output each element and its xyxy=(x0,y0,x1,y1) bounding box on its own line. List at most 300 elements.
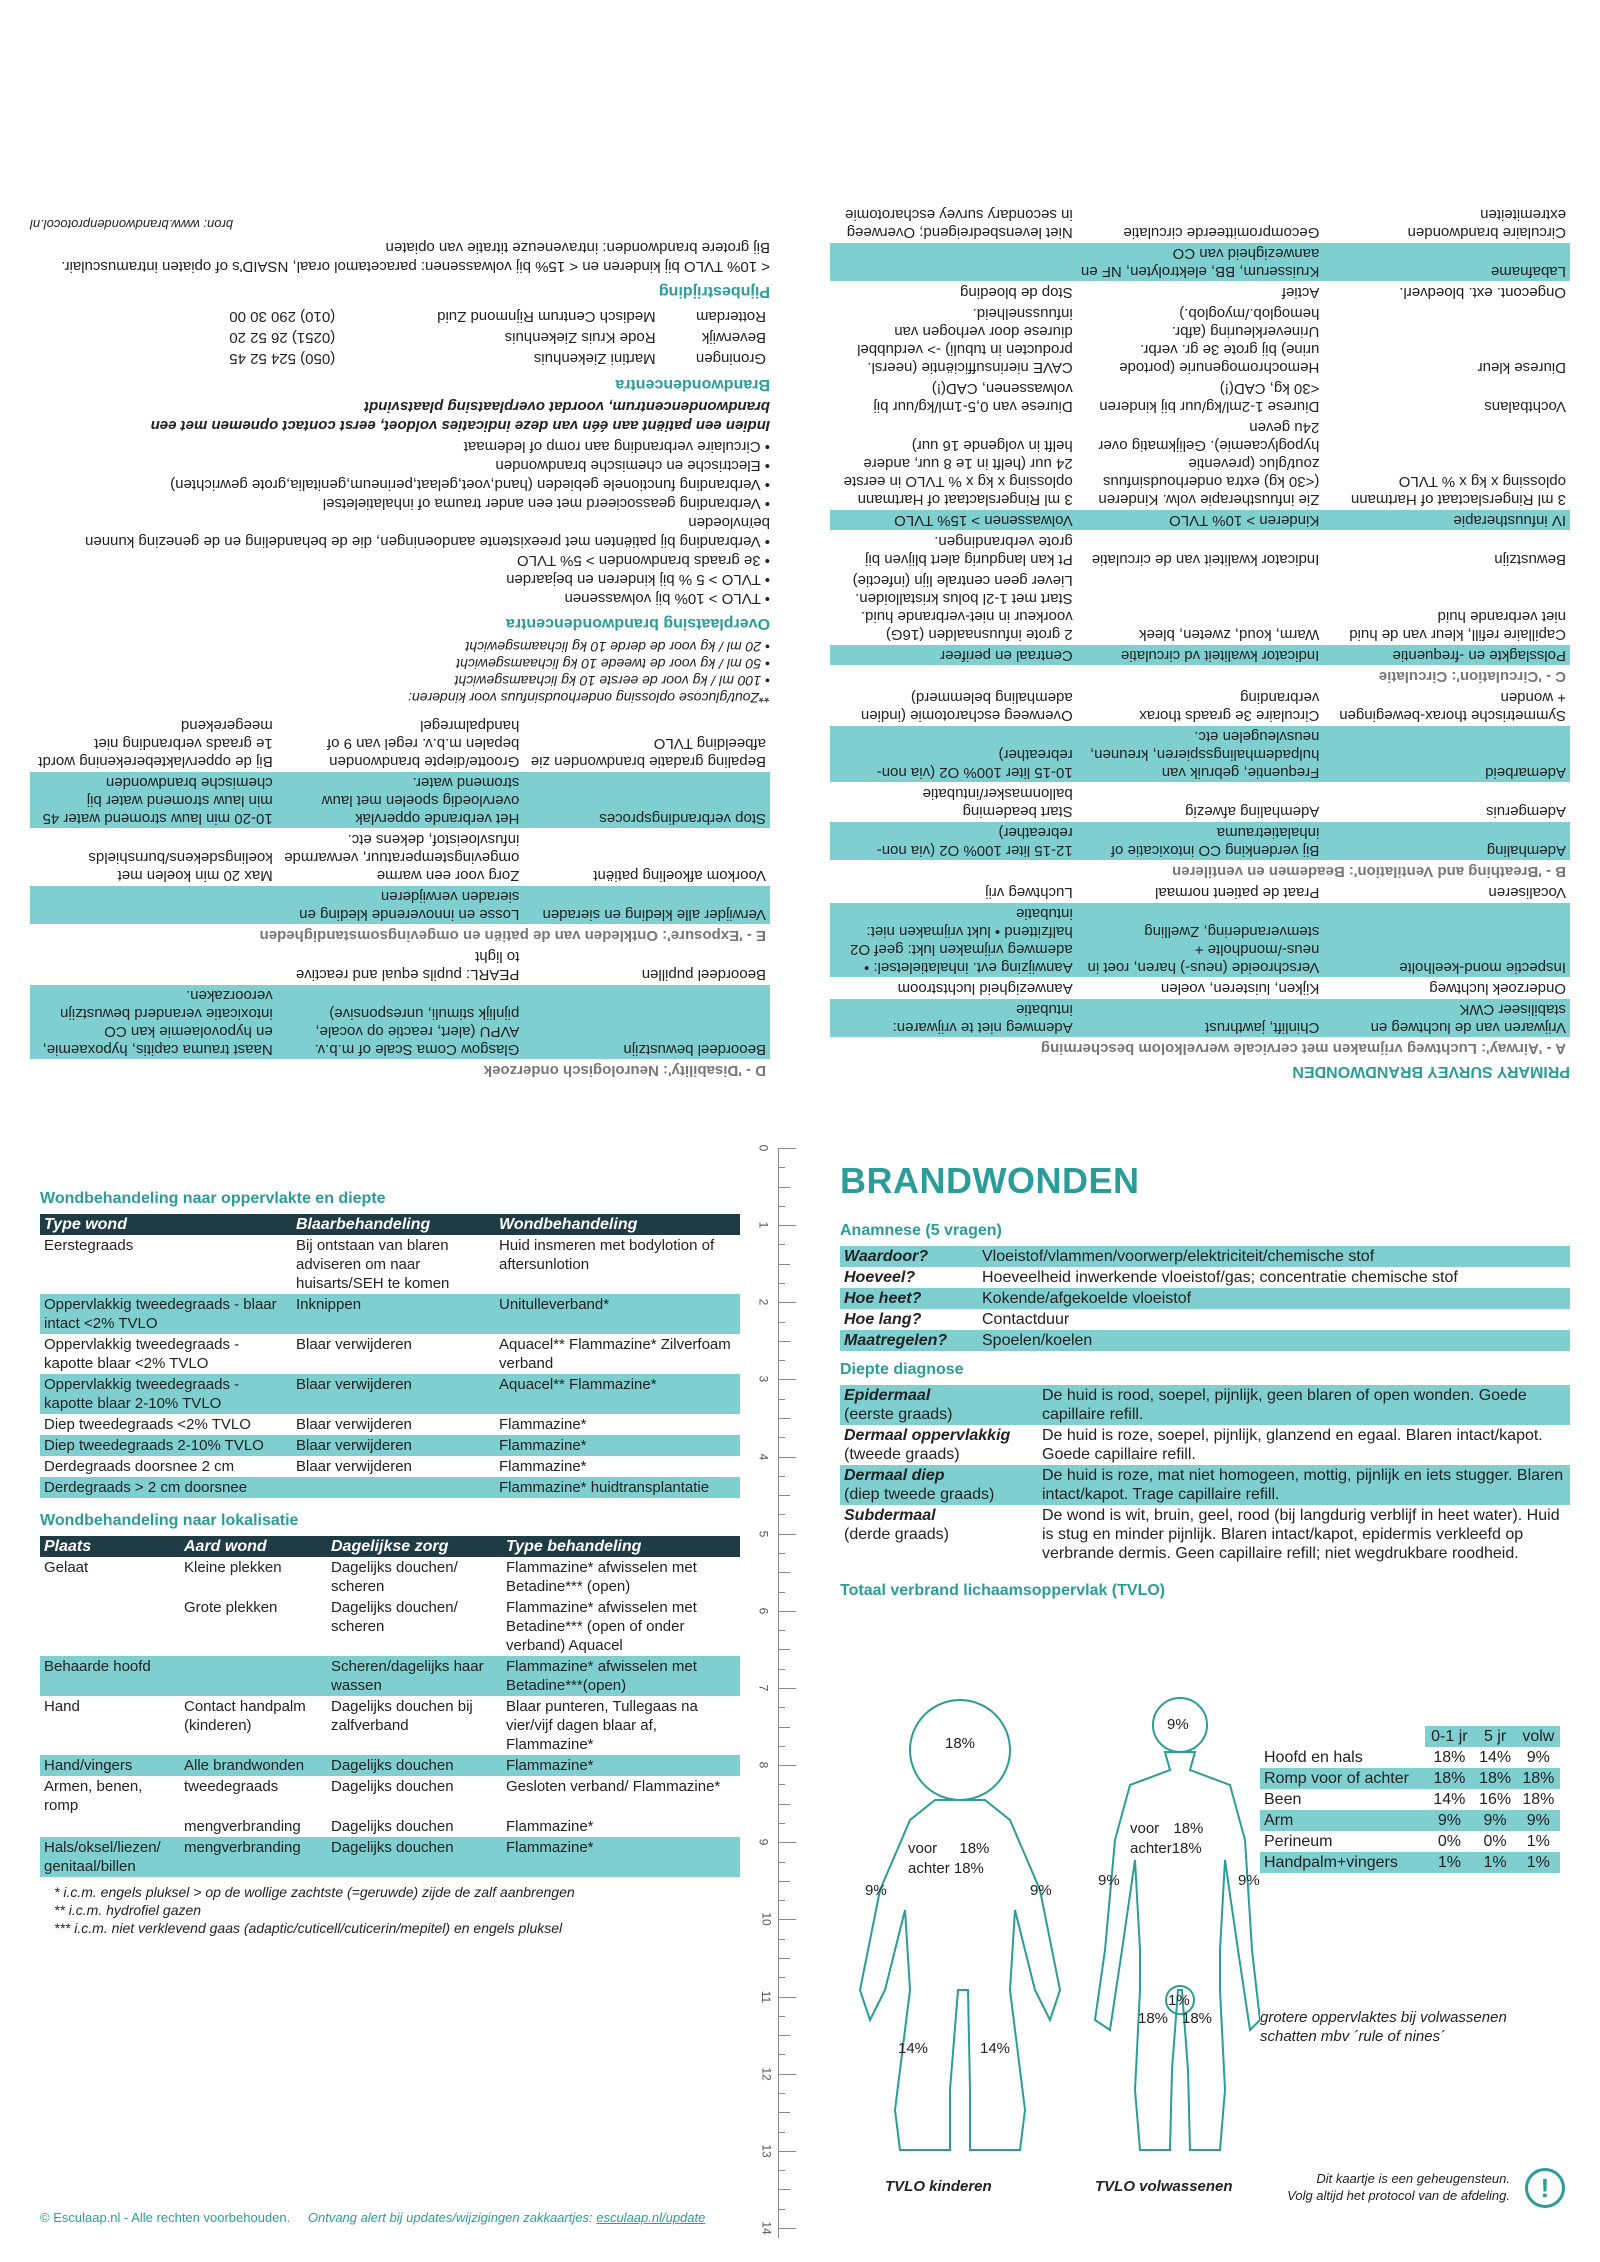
update-link[interactable]: esculaap.nl/update xyxy=(596,2210,706,2225)
footnote-line: *** i.c.m. niet verklevend gaas (adaptic/cuticell/cuticerin/mepitel) en engels pluksel xyxy=(54,1920,563,1936)
survey-cell: Verschroeide (neus-) haren, roet in neus-/mondholte + stemverandering, Zwelling xyxy=(1077,903,1324,978)
disclaimer-1: Dit kaartje is een geheugensteun. xyxy=(1316,2171,1510,2186)
tvlo-header: 5 jr xyxy=(1473,1726,1516,1747)
section-header xyxy=(830,666,1570,687)
anamnese-row xyxy=(840,1246,1570,1267)
adult-achter-pct: 18% xyxy=(1171,1840,1202,1857)
exclamation-glyph: ! xyxy=(1540,2173,1550,2203)
ruler-tick xyxy=(778,2093,785,2094)
table-row xyxy=(40,1837,740,1877)
primary-survey-title: PRIMARY SURVEY BRANDWONDEN xyxy=(1292,1063,1570,1080)
section-header-text: D - 'Disability': Neurologisch onderzoek xyxy=(30,1060,770,1081)
ruler-number: 8 xyxy=(756,1761,771,1769)
survey-row xyxy=(830,903,1570,978)
table-cell: Dagelijks douchen xyxy=(327,1837,502,1877)
survey-cell: Indicator kwaliteit van de circulatie xyxy=(1077,531,1324,570)
table-cell: Flammazine* xyxy=(495,1435,740,1456)
cm-ruler xyxy=(756,1144,800,2238)
survey-cell: Gecompromitteerde circulatie xyxy=(1077,204,1324,243)
table-row xyxy=(40,1696,740,1755)
diepte-key-cell xyxy=(840,1465,1038,1505)
survey-cell: Kinderen > 10% TVLO xyxy=(1077,510,1324,531)
rule-of-nines-note: grotere oppervlaktes bij volwassenen schatten mbv ´rule of nines´ xyxy=(1260,2009,1507,2045)
ruler-tick xyxy=(778,1495,790,1496)
survey-cell: Capillaire refill, kleur van de huid niet verbrande huid xyxy=(1323,570,1570,645)
survey-cell: Vrijwaren van de luchtweg en stabiliseer CWK xyxy=(1323,999,1570,1038)
table-row xyxy=(40,1456,740,1477)
survey-cell: Inspectie mond-keelholte xyxy=(1323,903,1570,978)
ruler-number: 13 xyxy=(759,2144,774,2158)
overplaatsing-item: • Electrische en chemische brandwonden xyxy=(495,457,770,474)
survey-cell: Kruisserum, BB, elektrolyten, NF en aanwezigheid van CO xyxy=(1077,243,1324,282)
anamnese-key: Hoe heet? xyxy=(840,1288,978,1309)
diepte-value: De huid is roze, soepel, pijnlijk, glanzend en egaal. Blaren intact/kapot. Goede capillaire refill. xyxy=(1042,1427,1543,1463)
table-cell: Dagelijks douchen bij zalfverband xyxy=(331,1698,473,1734)
tvlo-cell: 14% xyxy=(1433,1791,1466,1808)
table-cell: Flammazine* afwisselen met Betadine*** (open) xyxy=(506,1559,697,1595)
ruler-tick xyxy=(778,1997,796,1998)
ruler-tick xyxy=(778,1842,796,1843)
survey-row xyxy=(830,978,1570,999)
survey-cell: Vochtbalans xyxy=(1323,378,1570,417)
table-cell: Dagelijks douchen/ scheren xyxy=(331,1599,458,1635)
survey-row xyxy=(830,303,1570,378)
tvlo-header xyxy=(1260,1726,1425,1747)
child-voor-pct: 18% xyxy=(959,1840,990,1857)
table-cell: Dagelijks douchen xyxy=(331,1778,454,1795)
anamnese-row xyxy=(840,1330,1570,1351)
note-line: • 20 ml / kg voor de derde 10 kg lichaamsgewicht xyxy=(465,639,770,655)
table-cell: Aquacel** Flammazine* xyxy=(495,1374,740,1414)
survey-cell: Indicator kwaliteit vd circulatie xyxy=(1077,645,1324,666)
survey-row xyxy=(30,985,770,1060)
ruler-number: 5 xyxy=(756,1530,771,1538)
footnote-line: * i.c.m. engels pluksel > op de wollige zachtste (=geruwde) zijde de zalf aanbrengen xyxy=(54,1884,575,1900)
pijn-title: Pijnbestrijding xyxy=(658,283,770,300)
survey-cell: Chinlift, jawthrust xyxy=(1077,999,1324,1038)
table-cell: Armen, benen, romp xyxy=(44,1778,143,1814)
table-cell: Flammazine* xyxy=(499,1416,587,1433)
table-row xyxy=(40,1755,740,1776)
tvlo-cell: 9% xyxy=(1425,1810,1473,1831)
ruler-tick xyxy=(778,2112,790,2113)
ruler-tick xyxy=(778,1244,785,1245)
survey-cell: Symmetrische thorax-bewegingen + wonden xyxy=(1323,687,1570,726)
survey-cell: Zorg voor een warme omgevingstemperatuur, verwarmde infusvloeistof, dekens etc. xyxy=(277,829,524,886)
table-row xyxy=(40,1597,740,1656)
overplaatsing-note: Indien een patiënt aan één van deze indicaties voldoet, eerst contact opnemen met een brandwondencentrum, voordat overplaatsing plaatsvindt xyxy=(150,398,770,434)
survey-cell: Aanwezigheid luchtstroom xyxy=(830,978,1077,999)
diepte-row xyxy=(840,1425,1570,1465)
centrum-row xyxy=(178,327,770,348)
diepte-sub: (tweede graads) xyxy=(844,1446,960,1463)
survey-row xyxy=(830,204,1570,243)
ruler-number: 9 xyxy=(756,1838,771,1846)
tvlo-header: 0-1 jr xyxy=(1425,1726,1473,1747)
survey-cell: 12-15 liter 100% O2 (via non-rebreather) xyxy=(830,822,1077,861)
survey-cell xyxy=(30,946,277,985)
survey-row xyxy=(830,999,1570,1038)
survey-cell: Ademhaling xyxy=(1323,822,1570,861)
table-row xyxy=(40,1776,740,1816)
table-cell: Hand/vingers xyxy=(40,1755,180,1776)
survey-cell: Actief xyxy=(1077,282,1324,303)
anamnese-value: Spoelen/koelen xyxy=(978,1330,1570,1351)
ruler-number: 1 xyxy=(756,1221,771,1229)
anamnese-row xyxy=(840,1267,1570,1288)
anamnese-key: Hoeveel? xyxy=(844,1269,916,1286)
child-achter-pct: 18% xyxy=(953,1860,984,1877)
table-cell xyxy=(40,1816,180,1837)
survey-cell: CAVE nierinsufficiëntie (neersl. producten in tubuli) -> verdubbel diurese door verhogen van infuussnelheid. xyxy=(830,303,1077,378)
footnotes xyxy=(40,1883,740,1937)
ruler-tick xyxy=(778,2151,796,2152)
survey-cell: Ademgeruis xyxy=(1323,783,1570,822)
ruler-tick xyxy=(778,1727,790,1728)
child-leg-r-pct: 14% xyxy=(980,2040,1011,2057)
table-cell: Kleine plekken xyxy=(184,1559,282,1576)
ruler-tick xyxy=(778,1437,785,1438)
survey-row xyxy=(830,531,1570,570)
diepte-sub: (derde graads) xyxy=(844,1526,949,1543)
centrum-row xyxy=(178,306,770,327)
ruler-tick xyxy=(778,1360,785,1361)
survey-cell: Diurese 1-2ml/kg/uur bij kinderen <30 kg, CAD(!) xyxy=(1077,378,1324,417)
survey-cell: Labafname xyxy=(1323,243,1570,282)
table-row xyxy=(40,1294,740,1334)
survey-cell: Max 20 min koelen met koelingsdekens/burnshields xyxy=(30,829,277,886)
ruler-tick xyxy=(778,1881,790,1882)
tvlo-cell: 18% xyxy=(1517,1768,1560,1789)
table-cell: Dagelijks douchen xyxy=(327,1755,502,1776)
survey-row xyxy=(830,687,1570,726)
ruler-tick xyxy=(778,1688,796,1689)
table-cell xyxy=(40,1597,180,1656)
wondbehandeling-panel xyxy=(40,1190,740,2250)
child-achter: achter xyxy=(908,1860,950,1877)
tvlo-row xyxy=(1260,1768,1560,1789)
survey-row xyxy=(830,378,1570,417)
survey-cell: Volwassenen > 15% TVLO xyxy=(830,510,1077,531)
child-leg-l-pct: 14% xyxy=(898,2040,929,2057)
alert-text: Ontvang alert bij updates/wijzigingen zakkaartjes: xyxy=(307,2210,593,2225)
ruler-tick xyxy=(778,2189,790,2190)
survey-cell: Losse en innoverende kleding en sieraden verwijderen xyxy=(277,886,524,925)
tvlo-header: volw xyxy=(1517,1726,1560,1747)
centrum-city: Groningen xyxy=(695,350,766,367)
table-cell: Diep tweedegraads 2-10% TVLO xyxy=(40,1435,292,1456)
section-header xyxy=(830,861,1570,882)
tvlo-title: Totaal verbrand lichaamsoppervlak (TVLO) xyxy=(840,1582,1166,1599)
tvlo-cell: Arm xyxy=(1260,1810,1425,1831)
diepte-key: Epidermaal xyxy=(844,1387,931,1404)
table-cell: Grote plekken xyxy=(184,1599,278,1616)
survey-cell: Bij verdenking CO intoxicatie of inhalatietrauma xyxy=(1077,822,1324,861)
survey-row xyxy=(830,243,1570,282)
ruler-tick xyxy=(778,1765,796,1766)
ruler-tick xyxy=(778,2132,785,2133)
survey-row xyxy=(830,282,1570,303)
overplaatsing-item: • Verbranding functionele gebieden (hand,voet,gelaat,perineum,genitalia,grote gewrichten) xyxy=(170,476,770,493)
diepte-key: Dermaal oppervlakkig xyxy=(844,1427,1011,1444)
ruler-tick xyxy=(778,2054,785,2055)
diepte-row xyxy=(840,1385,1570,1425)
adult-achter: achter xyxy=(1130,1840,1172,1857)
child-head-pct: 18% xyxy=(945,1735,976,1752)
survey-cell: Start beademing ballonmasker/intubatie xyxy=(830,783,1077,822)
centrum-city: Beverwijk xyxy=(701,329,766,346)
table-cell: Dagelijks douchen xyxy=(331,1818,454,1835)
table-cell xyxy=(180,1656,327,1696)
ruler-tick xyxy=(778,1958,790,1959)
table-cell: mengverbranding xyxy=(180,1837,327,1877)
wondbehandeling-lokalisatie-table xyxy=(40,1536,740,1877)
ruler-tick xyxy=(778,1707,785,1708)
tvlo-volwassenen-label: TVLO volwassenen xyxy=(1095,2178,1233,2195)
table-cell: Hand xyxy=(44,1698,80,1715)
ruler-number: 11 xyxy=(759,1990,774,2003)
tvlo-cell: 0% xyxy=(1437,1833,1461,1850)
table-cell: Dagelijks douchen/ scheren xyxy=(331,1559,458,1595)
column-header: Wondbehandeling xyxy=(495,1214,740,1235)
disclaimer-2: Volg altijd het protocol van de afdeling. xyxy=(1287,2188,1510,2203)
ruler-tick xyxy=(778,2170,785,2171)
survey-cell: Frequentie, gebruik van hulpademhalingsspieren, kreunen, neusvleugelen etc. xyxy=(1077,726,1324,783)
survey-cell: Beoordeel pupillen xyxy=(523,946,770,985)
survey-cell: Stop de bloeding xyxy=(830,282,1077,303)
table-cell: Oppervlakkig tweedegraads - kapotte blaar 2-10% TVLO xyxy=(40,1374,292,1414)
survey-cell: Zie infuustherapie volw. Kinderen (<30 kg) extra onderhoudsinfuus zout/gluc (preventie hypoglycaemie). Gelijkmatig over 24u geven xyxy=(1077,417,1324,510)
table-cell: Unitulleverband* xyxy=(495,1294,740,1334)
t2-title: Wondbehandeling naar lokalisatie xyxy=(40,1512,299,1529)
ruler-tick xyxy=(778,1534,796,1535)
tvlo-cell: 9% xyxy=(1526,1749,1550,1766)
table-row xyxy=(40,1816,740,1837)
ruler-tick xyxy=(778,1804,790,1805)
column-header: Dagelijkse zorg xyxy=(327,1536,502,1557)
table-cell: Hals/oksel/liezen/ genitaal/billen xyxy=(40,1837,180,1877)
anamnese-key: Waardoor? xyxy=(840,1246,978,1267)
adult-body-shape xyxy=(1095,1752,1260,2150)
ruler-tick xyxy=(778,1187,790,1188)
overplaatsing-item: • Verbranding geassocieerd met een ander trauma of inhalatieletsel xyxy=(322,495,770,512)
disability-exposure-panel xyxy=(30,20,770,1080)
table-cell: Oppervlakkig tweedegraads - kapotte blaar <2% TVLO xyxy=(44,1336,240,1372)
diepte-key-cell xyxy=(840,1505,1038,1564)
survey-cell: Circulaire 3e graads thorax verbranding xyxy=(1077,687,1324,726)
notes-kinderen xyxy=(30,638,770,706)
survey-cell: 3 ml Ringerslactaat of Hartmann oplossing x kg x % TVLO xyxy=(1323,417,1570,510)
overplaatsing-item: • Verbranding bij patiënten met preexistente aandoeningen, die de behandeling en de genezing kunnen beïnvloeden xyxy=(85,514,770,550)
centrum-name: Medisch Centrum Rijnmond Zuid xyxy=(437,308,656,325)
centrum-tel: (050) 524 52 45 xyxy=(229,350,336,367)
exclamation-icon xyxy=(1525,2168,1565,2208)
ruler-tick xyxy=(778,1823,785,1824)
note-line: • 50 ml / kg voor de tweede 10 kg lichaamsgewicht xyxy=(456,656,770,672)
survey-cell: Niet levensbedreigend; Overweeg in secondary survey escharotomie xyxy=(830,204,1077,243)
survey-cell: Aanwijzing evt. inhalatieletsel: • ademweg vrijmaken lukt: geef O2 halfzittend • lukt vrijmaken niet: intubatie xyxy=(830,903,1077,978)
tvlo-row xyxy=(1260,1810,1560,1831)
centrum-tel: (010) 290 30 00 xyxy=(229,308,336,325)
ruler-tick xyxy=(778,1977,785,1978)
table-row xyxy=(40,1414,740,1435)
survey-cell: Bij de oppervlakteberekening wordt 1e graads verbranding niet meegerekend xyxy=(30,715,277,772)
centrum-row xyxy=(178,348,770,369)
adult-head-pct: 9% xyxy=(1167,1716,1189,1733)
primary-survey-panel xyxy=(830,20,1570,1080)
ruler-tick xyxy=(778,1399,785,1400)
table-row xyxy=(40,1235,740,1294)
ruler-tick xyxy=(778,1514,785,1515)
column-header: Aard wond xyxy=(180,1536,327,1557)
ruler-number: 3 xyxy=(756,1376,771,1383)
section-header-text: A - 'Airway': Luchtweg vrijmaken met cervicale wervelkolom bescherming xyxy=(830,1038,1570,1059)
ruler-tick xyxy=(778,1167,785,1168)
anamnese-key: Hoe lang? xyxy=(844,1311,922,1328)
ruler-tick xyxy=(778,1264,790,1265)
survey-cell: Ademhaling afwezig xyxy=(1077,783,1324,822)
survey-row xyxy=(830,783,1570,822)
anamnese-key: Maatregelen? xyxy=(840,1330,978,1351)
tvlo-cell: 14% xyxy=(1479,1749,1512,1766)
diepte-sub: (diep tweede graads) xyxy=(844,1486,995,1503)
ruler-tick xyxy=(778,1862,785,1863)
note-line: • 100 ml / kg voor de eerste 10 kg lichaamsgewicht xyxy=(454,673,770,689)
ruler-tick xyxy=(778,1784,785,1785)
column-header: Type wond xyxy=(40,1214,292,1235)
ruler-tick xyxy=(778,1746,785,1747)
survey-cell: 3 ml Ringerslactaat of Hartmann oplossing x kg x % TVLO in eerste 24 uur (helft in 1e 8 uur, andere helft in volgende 16 uur) xyxy=(830,417,1077,510)
survey-cell: Naast trauma capitis, hypoxaemie, en hypovolaemie kan CO intoxicatie veranderd bewustzijn veroorzaken. xyxy=(30,985,277,1060)
survey-cell: Kijken, luisteren, voelen xyxy=(1077,978,1324,999)
survey-cell: Voorkom afkoeling patiënt xyxy=(523,829,770,886)
anamnese-row xyxy=(840,1288,1570,1309)
table-cell: Diep tweedegraads <2% TVLO xyxy=(44,1416,251,1433)
wondbehandeling-oppervlakte-table xyxy=(40,1214,740,1498)
section-header xyxy=(830,1038,1570,1059)
centra-title: Brandwondencentra xyxy=(615,376,770,393)
tvlo-cell: Handpalm+vingers xyxy=(1260,1852,1425,1873)
table-cell: Flammazine* huidtransplantatie xyxy=(495,1477,740,1498)
ruler-tick xyxy=(778,1476,785,1477)
survey-cell: Polsslagkte en -frequentie xyxy=(1323,645,1570,666)
centrum-city: Rotterdam xyxy=(695,308,766,325)
survey-cell xyxy=(30,886,277,925)
table-cell: Blaar verwijderen xyxy=(292,1374,495,1414)
ruler-number: 10 xyxy=(759,1912,774,1927)
overplaatsing-item: • 3e graads brandwonden > 5% TVLO xyxy=(516,552,770,569)
ruler-number: 0 xyxy=(756,1144,771,1152)
tvlo-cell: Perineum xyxy=(1264,1833,1333,1850)
section-header-text: C - 'Circulation': Circulatie xyxy=(830,666,1570,687)
tvlo-cell: 1% xyxy=(1425,1852,1473,1873)
ruler-tick xyxy=(778,1418,790,1419)
table-cell: Contact handpalm (kinderen) xyxy=(184,1698,306,1734)
table-cell: Alle brandwonden xyxy=(180,1755,327,1776)
section-header-text: E - 'Exposure': Ontkleden van de patiën en omgevingsomstandigheden xyxy=(30,925,770,946)
diepte-key: Dermaal diep xyxy=(844,1467,945,1484)
ruler-tick xyxy=(778,1669,785,1670)
tvlo-cell: 1% xyxy=(1473,1852,1516,1873)
tvlo-table xyxy=(1260,1726,1560,1873)
survey-row xyxy=(830,510,1570,531)
adult-arm-l-pct: 9% xyxy=(1098,1872,1120,1889)
diepte-row xyxy=(840,1505,1570,1564)
copyright: © Esculaap.nl - Alle rechten voorbehouden. xyxy=(40,2210,291,2225)
centrum-tel: (0251) 26 52 20 xyxy=(229,329,336,346)
brandwonden-panel xyxy=(840,1160,1570,2250)
diepte-title: Diepte diagnose xyxy=(840,1361,964,1378)
overplaatsing-list xyxy=(30,437,770,608)
ruler-tick xyxy=(778,1900,785,1901)
tvlo-cell: Been xyxy=(1264,1791,1302,1808)
body-figures xyxy=(840,1690,1260,2170)
table-cell: Flammazine* afwisselen met Betadine*** (open of onder verband) Aquacel xyxy=(506,1599,697,1654)
anamnese-value: Hoeveelheid inwerkende vloeistof/gas; concentratie chemische stof xyxy=(982,1269,1458,1286)
table-cell: Blaar verwijderen xyxy=(296,1336,412,1353)
survey-cell: Grootte/diepte brandwonden bepalen m.b.v. regel van 9 of handpalmregel xyxy=(277,715,524,772)
table-cell: Derdegraads doorsnee 2 cm xyxy=(44,1458,235,1475)
ruler-tick xyxy=(778,1919,796,1920)
table-cell: Flammazine* xyxy=(502,1837,740,1877)
tvlo-cell: 9% xyxy=(1517,1810,1560,1831)
survey-cell: 2 grote infuusnaalden (16G) voorkeur in niet-verbrande huid. Start met 1-2l bolus kristalloiden. Liever geen centrale lijn (infectie) xyxy=(830,570,1077,645)
survey-cell: Stop verbrandingsproces xyxy=(523,772,770,829)
ruler-tick xyxy=(778,1630,785,1631)
tvlo-row xyxy=(1260,1747,1560,1768)
ruler-tick xyxy=(778,2035,790,2036)
table-cell: Flammazine* xyxy=(502,1755,740,1776)
survey-row xyxy=(830,882,1570,903)
column-header: Blaarbehandeling xyxy=(292,1214,495,1235)
ruler-tick xyxy=(778,1611,796,1612)
ruler-tick xyxy=(778,1283,785,1284)
bron: bron: www.brandwondenprotocol.nl xyxy=(30,217,234,232)
tvlo-row xyxy=(1260,1789,1560,1810)
disability-exposure-table xyxy=(30,714,770,1080)
diepte-value: De huid is roze, mat niet homogeen, mottig, pijnlijk en iets stugger. Blaren intact/kapot. Trage capillaire refill. xyxy=(1038,1465,1570,1505)
primary-survey-table xyxy=(830,203,1570,1058)
ruler-tick xyxy=(778,2209,785,2210)
survey-cell: Ademweg niet te vrijwaren: intubatie xyxy=(830,999,1077,1038)
survey-cell: Luchtweg vrij xyxy=(830,882,1077,903)
table-row xyxy=(40,1374,740,1414)
survey-cell: IV infuustherapie xyxy=(1323,510,1570,531)
ruler-tick xyxy=(778,1206,785,1207)
table-cell: Blaar punteren, Tullegaas na vier/vijf dagen blaar af, Flammazine* xyxy=(506,1698,698,1753)
table-cell: Blaar verwijderen xyxy=(296,1416,412,1433)
ruler-tick xyxy=(778,1302,796,1303)
footnote-line: ** i.c.m. hydrofiel gazen xyxy=(54,1902,202,1918)
ruler-tick xyxy=(778,2016,785,2017)
table-cell: Bij ontstaan van blaren adviseren om naar huisarts/SEH te komen xyxy=(296,1237,450,1292)
survey-cell: 10-20 min lauw stromend water 45 min lauw stromend water bij chemische brandwonden xyxy=(30,772,277,829)
note-line: **Zout/glucose oplossing onderhoudsinfuus voor kinderen: xyxy=(408,690,770,706)
diepte-key-cell xyxy=(840,1385,1038,1425)
table-cell: Flammazine* xyxy=(499,1458,587,1475)
survey-row xyxy=(30,886,770,925)
overplaatsing-title: Overplaatsing brandwondencentra xyxy=(505,615,770,632)
table-cell: Inknippen xyxy=(292,1294,495,1334)
survey-cell: Beoordeel bewustzijn xyxy=(523,985,770,1060)
survey-cell: Circulaire brandwonden extremiteiten xyxy=(1323,204,1570,243)
table-row xyxy=(40,1557,740,1597)
survey-cell: Glasgow Coma Scale of m.b.v. AVPU (alert, reactie op vocale, pijnlijk stimuli, unresponsive) xyxy=(277,985,524,1060)
child-arm-r-pct: 9% xyxy=(1030,1882,1052,1899)
table-cell: Eerstegraads xyxy=(44,1237,134,1254)
survey-row xyxy=(830,726,1570,783)
survey-cell: Diurese kleur xyxy=(1323,303,1570,378)
